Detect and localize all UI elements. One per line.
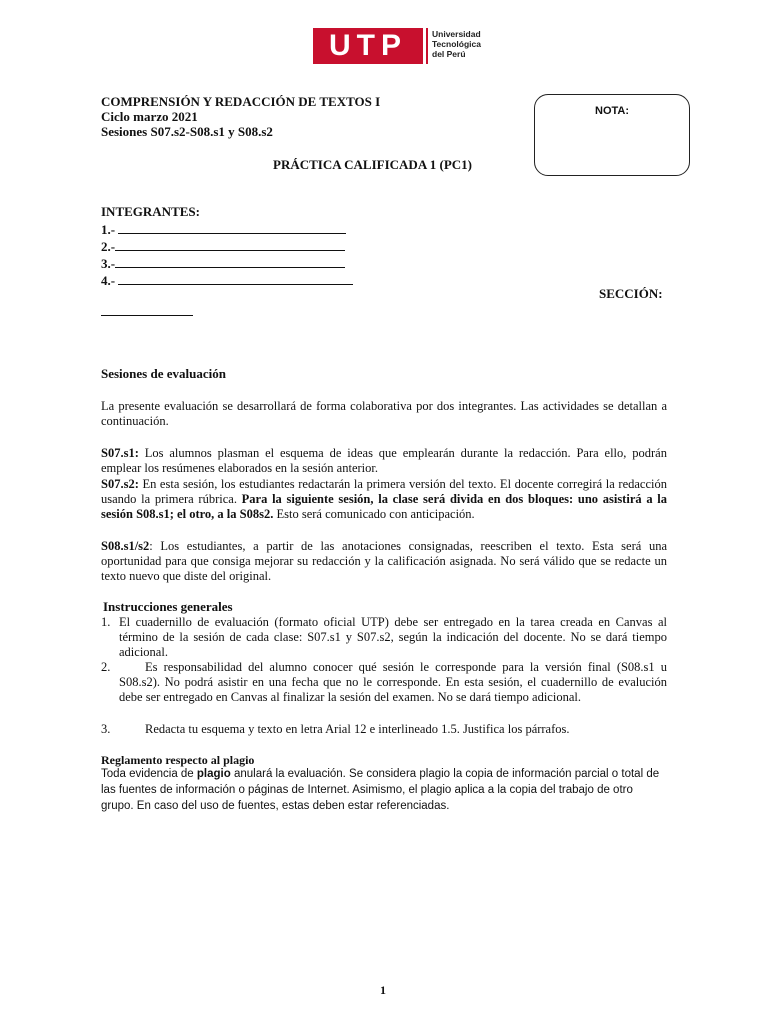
course-header — [101, 94, 380, 139]
member-line-1[interactable]: 1.- — [101, 221, 353, 238]
member-line-4[interactable]: 4.- — [101, 272, 353, 289]
session-s07-s2: S07.s2: En esta sesión, los estudiantes redactarán la primera versión del texto. El docente corregirá la redacción usando la primera rúbrica. Para la siguiente sesión, la clase será divida en dos bloques: uno asistirá a la sesión S08.s1; el otro, a la S08s2. Esto será comunicado con anticipación. — [101, 477, 668, 522]
member-line-2[interactable]: 2.- — [101, 238, 353, 255]
member-line-3[interactable]: 3.- — [101, 255, 353, 272]
exam-title: PRÁCTICA CALIFICADA 1 (PC1) — [273, 157, 472, 172]
section-label: SECCIÓN: — [599, 286, 663, 301]
instructions-title: Instrucciones generales — [103, 599, 233, 614]
instruction-number: 3. — [101, 722, 111, 736]
session-s08: S08.s1/s2: Los estudiantes, a partir de las anotaciones consignadas, reescriben el texto. Esta será una oportunidad para que consiga mejorar su redacción y la calificación asignada. No será válido que se redacte un texto nuevo que diste del original. — [101, 539, 667, 584]
course-title: COMPRENSIÓN Y REDACCIÓN DE TEXTOS I — [101, 94, 381, 109]
logo-university-name: Universidad Tecnológica del Perú — [432, 29, 481, 59]
plagiarism-title: Reglamento respecto al plagio — [101, 753, 255, 767]
logo-letters: UTP — [329, 29, 407, 62]
instruction-number: 1. — [101, 615, 111, 629]
instruction-item: Redacta tu esquema y texto en letra Arial 12 e interlineado 1.5. Justifica los párrafos. — [145, 722, 570, 736]
cycle-label: Ciclo marzo 2021 — [101, 109, 198, 124]
utp-logo — [313, 28, 423, 64]
session-s07-s1: S07.s1: Los alumnos plasman el esquema de ideas que emplearán durante la redacción. Para ello, podrán emplear los resúmenes elaborados en la sesión anterior. — [101, 446, 667, 476]
instruction-number: 2. — [101, 660, 111, 674]
members-list — [101, 221, 353, 289]
evaluation-title: Sesiones de evaluación — [101, 366, 226, 381]
members-title: INTEGRANTES: — [101, 204, 200, 219]
grade-label: NOTA: — [595, 105, 630, 117]
evaluation-intro: La presente evaluación se desarrollará de forma colaborativa por dos integrantes. Las actividades se detallan a continuación. — [101, 399, 667, 429]
plagiarism-text: Toda evidencia de plagio anulará la evaluación. Se considera plagio la copia de información parcial o total de las fuentes de información o páginas de Internet. Asimismo, el plagio aplica a la copia del trabajo de otro grupo. En caso del uso de fuentes, estas deben estar referenciadas. — [101, 768, 660, 812]
logo-divider — [426, 28, 428, 64]
sessions-label: Sesiones S07.s2-S08.s1 y S08.s2 — [101, 124, 273, 139]
section-field-line[interactable] — [101, 305, 193, 316]
page-number: 1 — [380, 983, 386, 997]
instruction-item: El cuadernillo de evaluación (formato oficial UTP) debe ser entregado en la tarea creada en Canvas al término de la sesión de cada clase: S07.s1 y S07.s2, según la indicación del docente. No se dará tiempo adicional. — [119, 615, 667, 660]
grade-box — [534, 94, 690, 176]
instruction-item: Es responsabilidad del alumno conocer qué sesión le corresponde para la versión final (S08.s1 u S08.s2). No podrá asistir en una fecha que no le corresponde. En esta sesión, el cuadernillo de evalución debe ser entregado en Canvas al finalizar la sesión del examen. No se dará tiempo adicional. — [119, 660, 667, 705]
